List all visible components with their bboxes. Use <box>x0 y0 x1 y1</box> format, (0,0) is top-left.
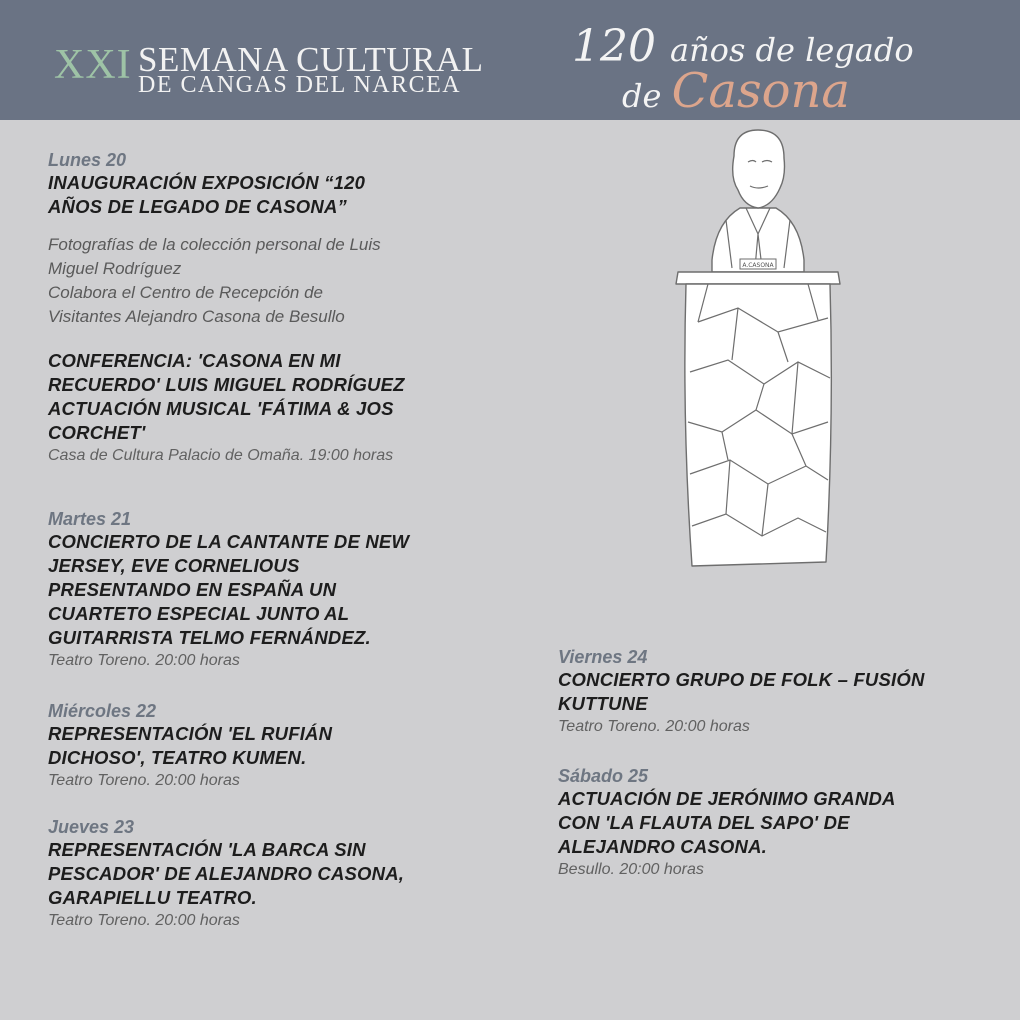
bust-head <box>733 130 785 208</box>
event-day: Lunes 20 <box>48 150 127 170</box>
event-note-line: Visitantes Alejandro Casona de Besullo <box>48 307 345 326</box>
event-title-line: ALEJANDRO CASONA. <box>558 836 767 857</box>
event-place: Teatro Toreno. 20:00 horas <box>48 652 240 669</box>
event-title-line: GARAPIELLU TEATRO. <box>48 887 257 908</box>
event-note-line: Colabora el Centro de Recepción de <box>48 283 324 302</box>
event-title-line: ACTUACIÓN DE JERÓNIMO GRANDA <box>558 788 896 809</box>
event-tuesday <box>48 508 488 672</box>
event-place: Besullo. 20:00 horas <box>558 861 704 878</box>
event-day: Viernes 24 <box>558 647 648 667</box>
event-title-2 <box>48 349 488 445</box>
event-title-line: RECUERDO' LUIS MIGUEL RODRÍGUEZ <box>48 374 405 395</box>
event-wednesday <box>48 700 488 792</box>
event-note-line: Fotografías de la colección personal de Luis <box>48 235 381 254</box>
event-title-line: INAUGURACIÓN EXPOSICIÓN “120 <box>48 172 366 193</box>
tagline-de: de <box>622 77 662 115</box>
event-title-line: PESCADOR' DE ALEJANDRO CASONA, <box>48 863 405 884</box>
event-title <box>48 838 488 910</box>
event-title-line: CORCHET' <box>48 422 146 443</box>
event-title-line: CUARTETO ESPECIAL JUNTO AL <box>48 603 350 624</box>
event-day: Miércoles 22 <box>48 701 157 721</box>
event-note-line: Miguel Rodríguez <box>48 259 182 278</box>
event-place: Teatro Toreno. 20:00 horas <box>48 772 240 789</box>
tagline-number: 120 <box>572 21 656 72</box>
event-title-line: JERSEY, EVE CORNELIOUS <box>48 555 300 576</box>
event-title-line: DICHOSO', TEATRO KUMEN. <box>48 747 307 768</box>
bust-pedestal-top <box>676 272 840 284</box>
event-place: Teatro Toreno. 20:00 horas <box>48 912 240 929</box>
event-place: Teatro Toreno. 20:00 horas <box>558 718 750 735</box>
event-title-line: KUTTUNE <box>558 693 648 714</box>
event-title-line: CONCIERTO DE LA CANTANTE DE NEW <box>48 531 410 552</box>
event-friday <box>558 646 998 738</box>
event-title <box>48 530 488 650</box>
event-title <box>48 722 488 770</box>
event-title-line: PRESENTANDO EN ESPAÑA UN <box>48 579 337 600</box>
tagline-line2 <box>622 63 850 121</box>
edition-number: XXI <box>54 42 132 88</box>
header-banner <box>0 0 1020 120</box>
event-day: Martes 21 <box>48 509 132 529</box>
event-title-line: CON 'LA FLAUTA DEL SAPO' DE <box>558 812 850 833</box>
festival-name-line2: DE CANGAS DEL NARCEA <box>138 72 462 98</box>
event-day: Sábado 25 <box>558 766 649 786</box>
event-saturday <box>558 765 998 881</box>
event-title-line: CONCIERTO GRUPO DE FOLK – FUSIÓN <box>558 669 925 690</box>
event-title-line: GUITARRISTA TELMO FERNÁNDEZ. <box>48 627 371 648</box>
event-title-line: REPRESENTACIÓN 'LA BARCA SIN <box>48 839 366 860</box>
event-place: Casa de Cultura Palacio de Omaña. 19:00 horas <box>48 447 394 464</box>
event-monday <box>48 149 488 467</box>
festival-name-line1: SEMANA CULTURAL <box>138 40 484 79</box>
event-title <box>558 787 998 859</box>
event-title-line: ACTUACIÓN MUSICAL 'FÁTIMA & JOS <box>48 398 394 419</box>
event-title-line: CONFERENCIA: 'CASONA EN MI <box>48 350 341 371</box>
tagline-words: años de legado <box>669 31 914 69</box>
tagline-name: Casona <box>671 63 850 119</box>
event-title <box>558 668 998 716</box>
event-title-line: AÑOS DE LEGADO DE CASONA” <box>48 196 347 217</box>
festival-name <box>138 40 484 98</box>
event-thursday <box>48 816 488 932</box>
event-title-line: REPRESENTACIÓN 'EL RUFIÁN <box>48 723 333 744</box>
event-day: Jueves 23 <box>48 817 135 837</box>
bust-plaque: A.CASONA <box>742 262 774 269</box>
event-title <box>48 171 488 219</box>
bust-monument-illustration <box>668 122 848 572</box>
event-note <box>48 233 488 329</box>
